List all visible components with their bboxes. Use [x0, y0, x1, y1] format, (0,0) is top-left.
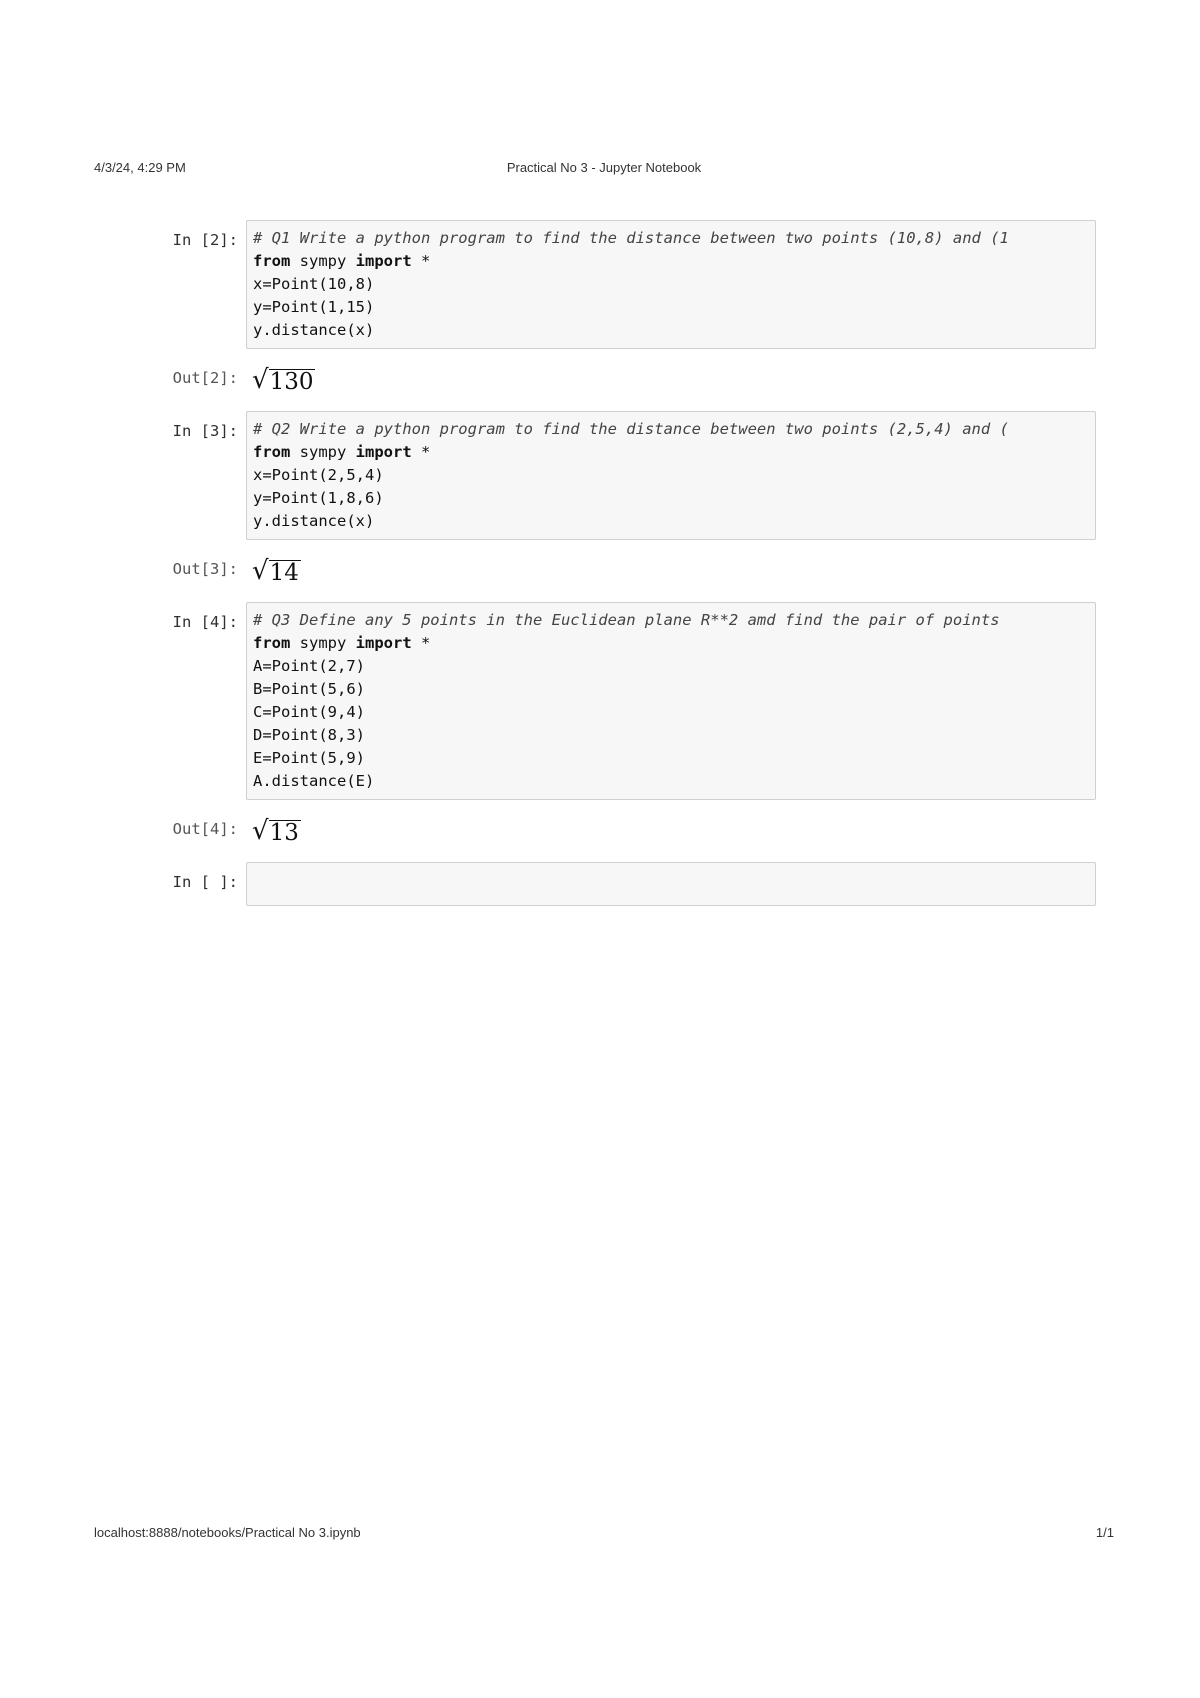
input-prompt: In [2]: [172, 231, 238, 249]
import-star: * [411, 252, 431, 270]
sqrt-icon: √ [252, 365, 269, 395]
code-line: y=Point(1,15) [253, 298, 375, 316]
code-line: C=Point(9,4) [253, 703, 365, 721]
empty-code-cell[interactable] [150, 862, 1100, 906]
code-import-line [253, 250, 1089, 273]
code-editor[interactable] [246, 411, 1096, 540]
code-line: y.distance(x) [253, 512, 375, 530]
print-page-count: 1/1 [1095, 1525, 1114, 1540]
code-import-line [253, 441, 1089, 464]
input-prompt: In [4]: [172, 613, 238, 631]
import-star: * [411, 443, 431, 461]
output-area [246, 812, 301, 850]
print-url: localhost:8888/notebooks/Practical No 3.ipynb [94, 1525, 361, 1540]
output-cell [150, 812, 1100, 850]
sqrt-result [252, 557, 301, 585]
keyword-import: import [355, 252, 412, 270]
print-datetime: 4/3/24, 4:29 PM [94, 160, 186, 175]
output-prompt: Out[4]: [172, 820, 238, 838]
keyword-from: from [253, 252, 291, 270]
code-line: x=Point(10,8) [253, 275, 375, 293]
sqrt-icon: √ [252, 816, 269, 846]
code-cell[interactable] [150, 220, 1100, 349]
input-prompt: In [ ]: [172, 873, 238, 891]
code-cell[interactable] [150, 602, 1100, 800]
code-line: A.distance(E) [253, 772, 375, 790]
import-module: sympy [290, 443, 356, 461]
sqrt-result [252, 817, 301, 845]
print-header [94, 160, 1114, 180]
output-area [246, 552, 301, 590]
import-module: sympy [290, 252, 356, 270]
code-cell[interactable] [150, 411, 1100, 540]
keyword-import: import [355, 634, 412, 652]
code-line: A=Point(2,7) [253, 657, 365, 675]
sqrt-radicand: 13 [269, 820, 299, 846]
code-editor-empty[interactable] [246, 862, 1096, 906]
keyword-import: import [355, 443, 412, 461]
keyword-from: from [253, 634, 291, 652]
keyword-from: from [253, 443, 291, 461]
output-prompt: Out[3]: [172, 560, 238, 578]
code-comment: # Q3 Define any 5 points in the Euclidean plane R**2 amd find the pair of points [253, 611, 1000, 629]
import-star: * [411, 634, 431, 652]
input-prompt: In [3]: [172, 422, 238, 440]
output-cell [150, 361, 1100, 399]
code-line: y=Point(1,8,6) [253, 489, 384, 507]
output-area [246, 361, 315, 399]
code-line: y.distance(x) [253, 321, 375, 339]
sqrt-icon: √ [252, 556, 269, 586]
code-line: x=Point(2,5,4) [253, 466, 384, 484]
code-line: B=Point(5,6) [253, 680, 365, 698]
code-import-line [253, 632, 1089, 655]
import-module: sympy [290, 634, 356, 652]
sqrt-radicand: 14 [269, 560, 299, 586]
output-prompt: Out[2]: [172, 369, 238, 387]
notebook [150, 220, 1100, 918]
print-page-title: Practical No 3 - Jupyter Notebook [506, 160, 702, 175]
output-cell [150, 552, 1100, 590]
code-line: D=Point(8,3) [253, 726, 365, 744]
print-footer [94, 1525, 1114, 1545]
code-comment: # Q1 Write a python program to find the distance between two points (10,8) and (1 [253, 229, 1009, 247]
code-editor[interactable] [246, 602, 1096, 800]
sqrt-result [252, 366, 315, 394]
code-editor[interactable] [246, 220, 1096, 349]
code-line: E=Point(5,9) [253, 749, 365, 767]
sqrt-radicand: 130 [269, 369, 314, 395]
code-comment: # Q2 Write a python program to find the distance between two points (2,5,4) and ( [253, 420, 1009, 438]
